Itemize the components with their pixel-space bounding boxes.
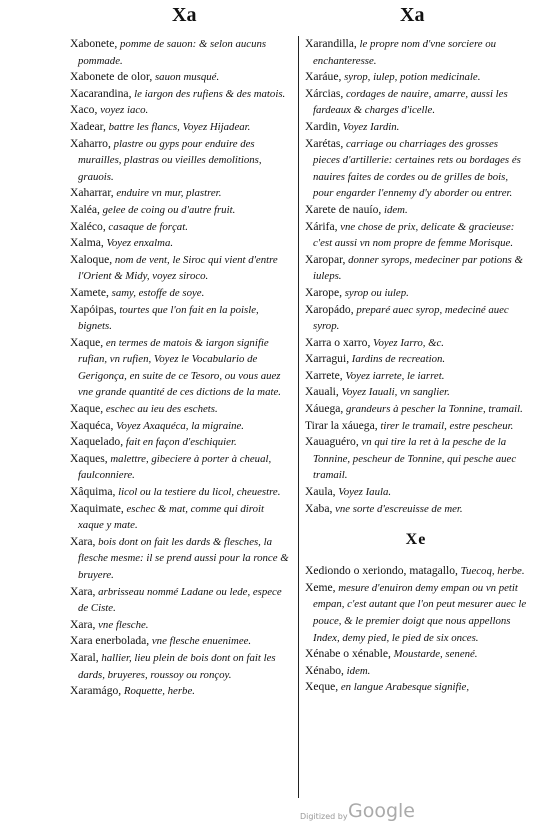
running-header xyxy=(0,4,551,28)
entry-definition: gelee de coing ou d'autre fruit. xyxy=(99,203,236,216)
entry-headword: Xediondo o xeriondo, matagallo, xyxy=(305,564,458,578)
dictionary-entry xyxy=(70,451,292,484)
dictionary-entry xyxy=(305,285,527,302)
entry-definition: voyez iaco. xyxy=(100,104,149,117)
dictionary-entry xyxy=(305,69,527,86)
dictionary-entry xyxy=(305,351,527,368)
dictionary-entry xyxy=(70,302,292,335)
right-column-xe-entries xyxy=(305,563,527,696)
entry-headword: Xarétas, xyxy=(305,136,344,150)
entry-headword: Xarrete, xyxy=(305,368,343,382)
dictionary-entry xyxy=(305,202,527,219)
entry-headword: Xaropádo, xyxy=(305,302,354,316)
entry-definition: en langue Arabesque signifie, xyxy=(338,681,470,694)
entry-headword: Xamete, xyxy=(70,285,109,299)
entry-definition: vne flesche enuenimee. xyxy=(149,635,252,648)
entry-definition: Moustarde, senené. xyxy=(390,648,478,661)
entry-definition: Voyez Axaquéca, la migraine. xyxy=(113,419,244,432)
dictionary-entry xyxy=(70,69,292,86)
entry-definition: Voyez Iarro, &c. xyxy=(370,336,445,349)
dictionary-entry xyxy=(70,335,292,401)
digitized-by-google-watermark xyxy=(300,800,440,824)
dictionary-entry xyxy=(70,418,292,435)
entry-definition: preparé auec syrop, medeciné auec syrop. xyxy=(313,303,509,333)
dictionary-entry xyxy=(305,646,527,663)
entry-headword: Xabonete de olor, xyxy=(70,70,153,84)
dictionary-entry xyxy=(305,384,527,401)
entry-definition: enduire vn mur, plastrer. xyxy=(113,187,222,200)
entry-definition: vn qui tire la ret à la pesche de la Tonnine, pescheur de Tonnine, qui pesche auec tramail. xyxy=(313,436,517,482)
entry-definition: bois dont on fait les dards & flesches, la flesche mesme: il se prend aussi pour la ronce & bruyere. xyxy=(78,535,289,581)
dictionary-entry xyxy=(70,484,292,501)
entry-definition: idem. xyxy=(381,203,408,216)
entry-headword: Xara, xyxy=(70,584,96,598)
entry-definition: pomme de sauon: & selon aucuns pommade. xyxy=(78,38,267,67)
entry-headword: Xaléa, xyxy=(70,202,100,216)
dictionary-entry xyxy=(305,335,527,352)
digitized-by-text: Digitized by xyxy=(300,812,348,821)
entry-headword: Xaramágo, xyxy=(70,684,122,698)
left-running-head: Xa xyxy=(172,4,197,26)
entry-definition: malettre, gibeciere à porter à cheual, faulconniere. xyxy=(78,452,272,482)
entry-definition: Tuecoq, herbe. xyxy=(457,565,525,578)
entry-definition: plastre ou gyps pour enduire des murailles, plastras ou vieilles demolitions, grauois. xyxy=(78,137,262,183)
entry-headword: Xara enerbolada, xyxy=(70,634,150,648)
entry-definition: vne flesche. xyxy=(95,618,149,631)
entry-headword: Xaco, xyxy=(70,103,101,117)
entry-headword: Xarragui, xyxy=(305,352,350,366)
entry-definition: en termes de matois & iargon signifie rufian, vn rufien, Voyez le Vocabulario de Gerigonça, en suite de ce Tesoro, ou vous auez vne grande quantité de ces dictions de la mate. xyxy=(78,336,281,399)
entry-headword: Xénabe o xénable, xyxy=(305,647,391,661)
entry-headword: Xabonete, xyxy=(70,37,118,50)
entry-headword: Xaropar, xyxy=(305,252,346,266)
entry-headword: Xarete de nauío, xyxy=(305,202,382,216)
entry-definition: Voyez Iardin. xyxy=(340,120,400,133)
entry-headword: Xaléco, xyxy=(70,219,106,233)
dictionary-entry xyxy=(305,136,527,202)
entry-headword: Xaharrar, xyxy=(70,186,114,200)
entry-headword: Xaral, xyxy=(70,650,99,664)
entry-definition: hallier, lieu plein de bois dont on fait les dards, bruyeres, roussoy ou ronçoy. xyxy=(78,651,276,681)
entry-headword: Xaquimate, xyxy=(70,501,124,515)
entry-definition: sauon musqué. xyxy=(152,71,220,84)
dictionary-entry xyxy=(70,401,292,418)
dictionary-entry xyxy=(70,285,292,302)
entry-definition: samy, estoffe de soye. xyxy=(108,286,205,299)
entry-headword: Xaque, xyxy=(70,402,104,416)
entry-definition: licol ou la testiere du licol, cheuestre. xyxy=(115,486,281,499)
entry-definition: vne sorte d'escreuisse de mer. xyxy=(332,502,463,515)
dictionary-entry xyxy=(305,368,527,385)
dictionary-entry xyxy=(70,650,292,683)
dictionary-entry xyxy=(70,86,292,103)
section-title-xe: Xe xyxy=(405,531,427,549)
dictionary-entry xyxy=(70,102,292,119)
dictionary-entry xyxy=(70,534,292,584)
entry-definition: syrop ou iulep. xyxy=(342,286,409,299)
dictionary-entry xyxy=(70,434,292,451)
entry-headword: Xarra o xarro, xyxy=(305,335,371,349)
entry-headword: Xauali, xyxy=(305,385,339,399)
entry-headword: Xara, xyxy=(70,534,96,548)
entry-headword: Xauaguéro, xyxy=(305,435,359,449)
entry-headword: Xadear, xyxy=(70,119,106,133)
entry-definition: le iargon des rufiens & des matois. xyxy=(131,87,286,100)
entry-headword: Xaba, xyxy=(305,501,333,515)
dictionary-entry xyxy=(305,679,527,696)
entry-headword: Xardin, xyxy=(305,119,341,133)
entry-definition: carriage ou charriages des grosses pieces d'artillerie: certaines rets ou bordages és nauires faites de cordes ou de grilles de bois, pour engarder l'ennemy d'y aborder ou entrer. xyxy=(313,137,521,200)
entry-headword: Xalma, xyxy=(70,236,104,250)
dictionary-entry xyxy=(70,202,292,219)
entry-definition: battre les flancs, Voyez Hijadear. xyxy=(105,120,251,133)
dictionary-entry xyxy=(305,252,527,285)
right-column-xa-entries xyxy=(305,36,527,517)
entry-headword: Xaques, xyxy=(70,451,108,465)
right-running-head: Xa xyxy=(400,4,425,26)
entry-headword: Xaloque, xyxy=(70,252,113,266)
entry-definition: Voyez iarrete, le iarret. xyxy=(342,369,445,382)
dictionary-entry xyxy=(70,185,292,202)
entry-headword: Xárifa, xyxy=(305,219,338,233)
dictionary-entry xyxy=(305,36,527,69)
entry-definition: Voyez Iaula. xyxy=(335,486,392,499)
dictionary-entry xyxy=(70,235,292,252)
entry-definition: arbrisseau nommé Ladane ou lede, espece de Ciste. xyxy=(78,585,282,615)
entry-definition: syrop, iulep, potion medicinale. xyxy=(341,71,481,84)
entry-headword: Xaque, xyxy=(70,335,104,349)
google-logo-text: Google xyxy=(348,800,416,822)
entry-definition: grandeurs à pescher la Tonnine, tramail. xyxy=(343,403,523,416)
entry-definition: Voyez Iauali, vn sanglier. xyxy=(338,386,450,399)
entry-headword: Xeme, xyxy=(305,580,336,594)
dictionary-entry xyxy=(305,219,527,252)
dictionary-entry xyxy=(70,119,292,136)
entry-headword: Xáuega, xyxy=(305,402,344,416)
entry-definition: tourtes que l'on fait en la poisle, bignets. xyxy=(78,303,259,333)
dictionary-entry xyxy=(305,86,527,119)
entry-definition: mesure d'enuiron demy empan ou vn petit empan, c'est autant que l'on peut mesurer auec le pouce, & le premier doigt que nous appellons Index, demy pied, le pied de six onces. xyxy=(313,581,527,644)
left-column xyxy=(70,36,292,700)
entry-headword: Tirar la xáuega, xyxy=(305,418,378,432)
dictionary-entry xyxy=(70,584,292,617)
dictionary-entry xyxy=(70,136,292,186)
entry-definition: idem. xyxy=(343,664,371,677)
dictionary-entry xyxy=(305,484,527,501)
dictionary-entry xyxy=(305,580,527,646)
entry-headword: Xaharro, xyxy=(70,136,111,150)
dictionary-entry xyxy=(305,119,527,136)
dictionary-entry xyxy=(70,633,292,650)
entry-definition: cordages de nauire, amarre, aussi les fardeaux & charges d'icelle. xyxy=(313,87,508,117)
entry-definition: vne chose de prix, delicate & gracieuse: c'est aussi vn nom propre de femme Morisque. xyxy=(313,220,515,250)
entry-headword: Xaquelado, xyxy=(70,435,124,449)
entry-headword: Xacarandina, xyxy=(70,86,132,100)
dictionary-entry xyxy=(305,401,527,418)
entry-headword: Xara, xyxy=(70,617,96,631)
right-column xyxy=(305,36,527,696)
entry-headword: Xarandilla, xyxy=(305,37,357,50)
dictionary-entry xyxy=(70,617,292,634)
entry-headword: Xeque, xyxy=(305,680,339,694)
entry-headword: Xarope, xyxy=(305,285,343,299)
dictionary-entry xyxy=(305,418,527,435)
dictionary-entry xyxy=(70,36,292,69)
entry-definition: tirer le tramail, estre pescheur. xyxy=(377,419,514,432)
entry-headword: Xaráue, xyxy=(305,70,342,84)
dictionary-entry xyxy=(305,434,527,484)
dictionary-entry xyxy=(70,252,292,285)
entry-definition: donner syrops, medeciner par potions & iuleps. xyxy=(313,253,523,283)
entry-headword: Xaquéca, xyxy=(70,418,114,432)
dictionary-entry xyxy=(305,563,527,580)
entry-definition: Roquette, herbe. xyxy=(121,685,195,698)
entry-headword: Xárcias, xyxy=(305,86,344,100)
entry-definition: nom de vent, le Siroc qui vient d'entre l'Orient & Midy, voyez siroco. xyxy=(78,253,278,283)
column-divider xyxy=(298,36,299,798)
entry-definition: casaque de forçat. xyxy=(105,220,188,233)
entry-headword: Xapóipas, xyxy=(70,302,117,316)
dictionary-entry xyxy=(70,219,292,236)
entry-definition: eschec au ieu des eschets. xyxy=(103,403,218,416)
dictionary-entry xyxy=(70,501,292,534)
dictionary-entry xyxy=(70,683,292,700)
dictionary-entry xyxy=(305,302,527,335)
entry-definition: Iardins de recreation. xyxy=(349,353,446,366)
entry-headword: Xâquima, xyxy=(70,485,116,499)
entry-definition: fait en façon d'eschiquier. xyxy=(123,436,237,449)
dictionary-entry xyxy=(305,501,527,518)
entry-definition: Voyez enxalma. xyxy=(103,237,174,250)
entry-definition: le propre nom d'vne sorciere ou enchanteresse. xyxy=(313,38,497,67)
entry-headword: Xaula, xyxy=(305,485,336,499)
entry-headword: Xénabo, xyxy=(305,663,344,677)
entry-definition: eschec & mat, comme qui diroit xaque y mate. xyxy=(78,502,264,532)
dictionary-entry xyxy=(305,663,527,680)
